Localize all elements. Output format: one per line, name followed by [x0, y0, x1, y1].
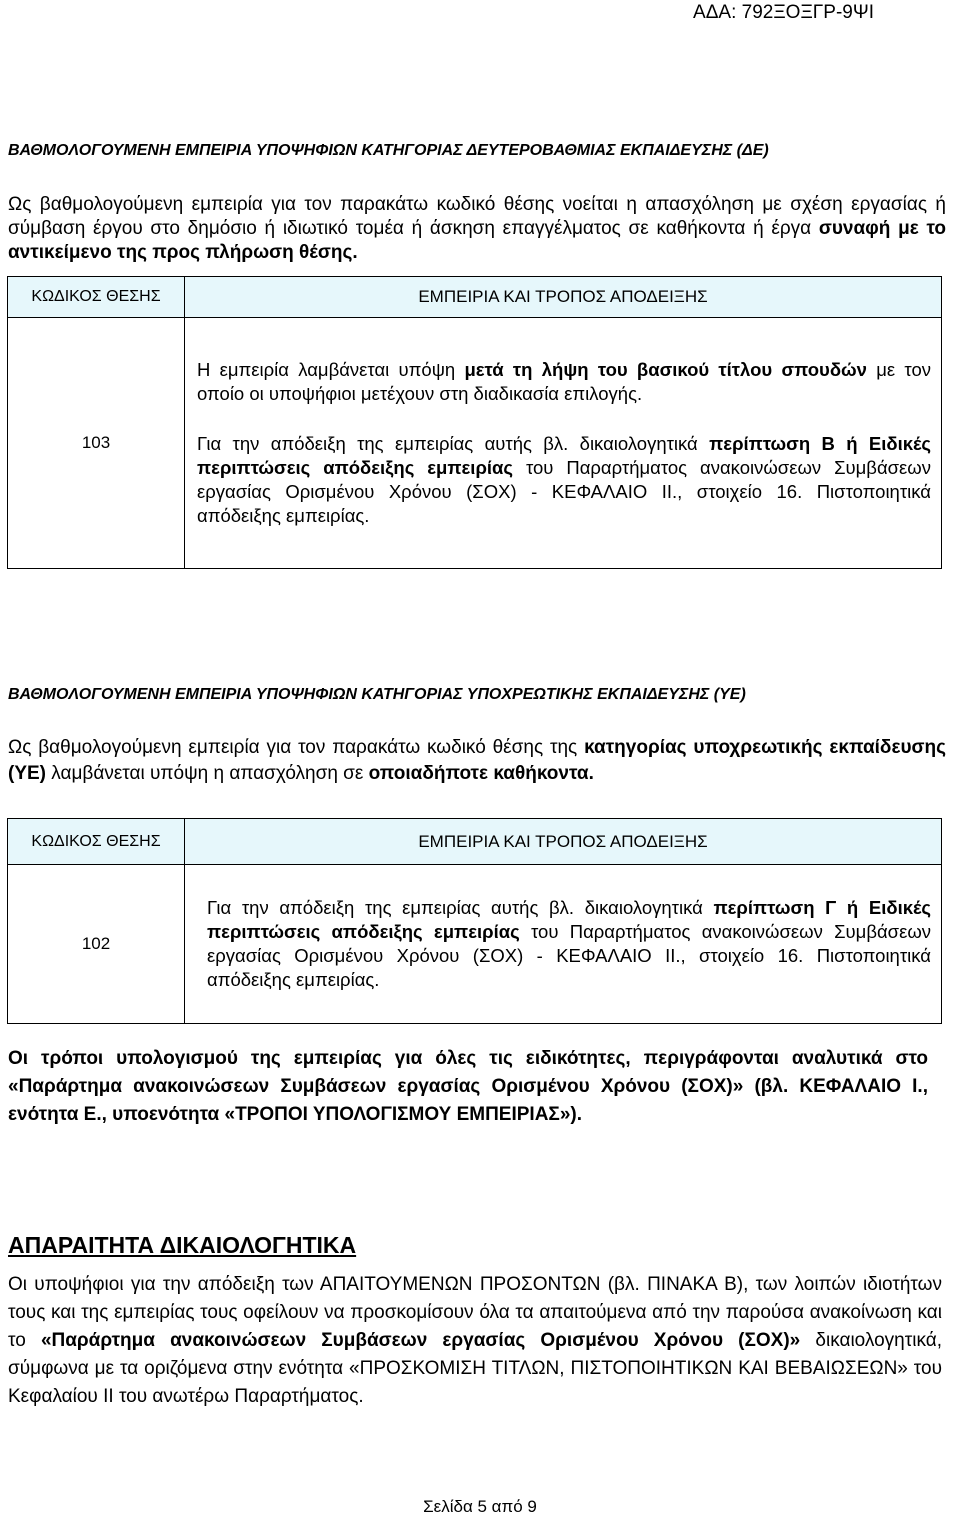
proof-paragraph: Για την απόδειξη της εμπειρίας αυτής βλ. δικαιολογητικά περίπτωση Β ή Ειδικές περιπτώσεις απόδειξης εμπειρίας του Παραρτήματος ανακοινώσεων Συμβάσεων εργασίας Ορισμένου Χρόνου (ΣΟΧ) - ΚΕΦΑΛΑΙΟ ΙΙ., στοιχείο 16. Πιστοποιητικά απόδειξης εμπειρίας.	[197, 433, 931, 526]
table-row	[8, 865, 942, 1024]
proof-paragraph: Για την απόδειξη της εμπειρίας αυτής βλ. δικαιολογητικά περίπτωση Γ ή Ειδικές περιπτώσεις απόδειξης εμπειρίας του Παραρτήματος ανακοινώσεων Συμβάσεων εργασίας Ορισμένου Χρόνου (ΣΟΧ) - ΚΕΦΑΛΑΙΟ ΙΙ., στοιχείο 16. Πιστοποιητικά απόδειξης εμπειρίας.	[207, 897, 932, 990]
position-code: 102	[8, 865, 185, 1024]
calculation-note: Οι τρόποι υπολογισμού της εμπειρίας για όλες τις ειδικότητες, περιγράφονται αναλυτικά στο «Παράρτημα ανακοινώσεων Συμβάσεων εργασίας Ορισμένου Χρόνου (ΣΟΧ)» (βλ. ΚΕΦΑΛΑΙΟ Ι., ενότητα Ε., υποενότητα «ΤΡΟΠΟΙ ΥΠΟΛΟΓΙΣΜΟΥ ΕΜΠΕΙΡΙΑΣ»).	[8, 1048, 928, 1125]
table-header-row	[8, 277, 942, 318]
required-documents-text: Οι υποψήφιοι για την απόδειξη των ΑΠΑΙΤΟΥΜΕΝΩΝ ΠΡΟΣΟΝΤΩΝ (βλ. ΠΙΝΑΚΑ Β), των λοιπών ιδιοτήτων τους και της εμπειρίας τους οφείλουν να προσκομίσουν όλα τα απαιτούμενα από την παρούσα ανακοίνωση και το «Παράρτημα ανακοινώσεων Συμβάσεων εργασίας Ορισμένου Χρόνου (ΣΟΧ)» δικαιολογητικά, σύμφωνα με τα οριζόμενα στην ενότητα «ΠΡΟΣΚΟΜΙΣΗ ΤΙΤΛΩΝ, ΠΙΣΤΟΠΟΙΗΤΙΚΩΝ ΚΑΙ ΒΕΒΑΙΩΣΕΩΝ» του Κεφαλαίου ΙΙ του ανωτέρω Παραρτήματος.	[8, 1274, 942, 1407]
experience-cell	[185, 318, 942, 569]
page-number: Σελίδα 5 από 9	[423, 1497, 537, 1516]
section-heading-de: ΒΑΘΜΟΛΟΓΟΥΜΕΝΗ ΕΜΠΕΙΡΙΑ ΥΠΟΨΗΦΙΩΝ ΚΑΤΗΓΟΡΙΑΣ ΔΕΥΤΕΡΟΒΑΘΜΙΑΣ ΕΚΠΑΙΔΕΥΣΗΣ (ΔΕ)	[8, 142, 769, 159]
column-header-code: ΚΩΔΙΚΟΣ ΘΕΣΗΣ	[8, 277, 185, 318]
experience-cell	[185, 865, 942, 1024]
table-header-row	[8, 819, 942, 865]
experience-table-de	[7, 276, 942, 569]
experience-table-ye	[7, 818, 942, 1024]
experience-paragraph: Η εμπειρία λαμβάνεται υπόψη μετά τη λήψη του βασικού τίτλου σπουδών με τον οποίο οι υποψήφιοι μετέχουν στη διαδικασία επιλογής.	[197, 359, 931, 404]
table-row	[8, 318, 942, 569]
column-header-experience: ΕΜΠΕΙΡΙΑ ΚΑΙ ΤΡΟΠΟΣ ΑΠΟΔΕΙΞΗΣ	[185, 277, 942, 318]
column-header-experience: ΕΜΠΕΙΡΙΑ ΚΑΙ ΤΡΟΠΟΣ ΑΠΟΔΕΙΞΗΣ	[185, 819, 942, 865]
section-intro-de: Ως βαθμολογούμενη εμπειρία για τον παρακάτω κωδικό θέσης νοείται η απασχόληση με σχέση εργασίας ή σύμβαση έργου στο δημόσιο ή ιδιωτικό τομέα ή άσκηση επαγγέλματος σε καθήκοντα ή έργα συναφή με το αντικείμενο της προς πλήρωση θέσης.	[8, 194, 946, 263]
section-heading-ye: ΒΑΘΜΟΛΟΓΟΥΜΕΝΗ ΕΜΠΕΙΡΙΑ ΥΠΟΨΗΦΙΩΝ ΚΑΤΗΓΟΡΙΑΣ ΥΠΟΧΡΕΩΤΙΚΗΣ ΕΚΠΑΙΔΕΥΣΗΣ (ΥΕ)	[8, 686, 746, 703]
section-intro-ye: Ως βαθμολογούμενη εμπειρία για τον παρακάτω κωδικό θέσης της κατηγορίας υποχρεωτικής εκπαίδευσης (ΥΕ) λαμβάνεται υπόψη η απασχόληση σε οποιαδήποτε καθήκοντα.	[8, 737, 947, 784]
ada-code: ΑΔΑ: 792ΞΟΞΓΡ-9ΨΙ	[693, 2, 874, 23]
column-header-code: ΚΩΔΙΚΟΣ ΘΕΣΗΣ	[8, 819, 185, 865]
required-documents-title: ΑΠΑΡΑΙΤΗΤΑ ΔΙΚΑΙΟΛΟΓΗΤΙΚΑ	[8, 1232, 357, 1258]
position-code: 103	[8, 318, 185, 569]
